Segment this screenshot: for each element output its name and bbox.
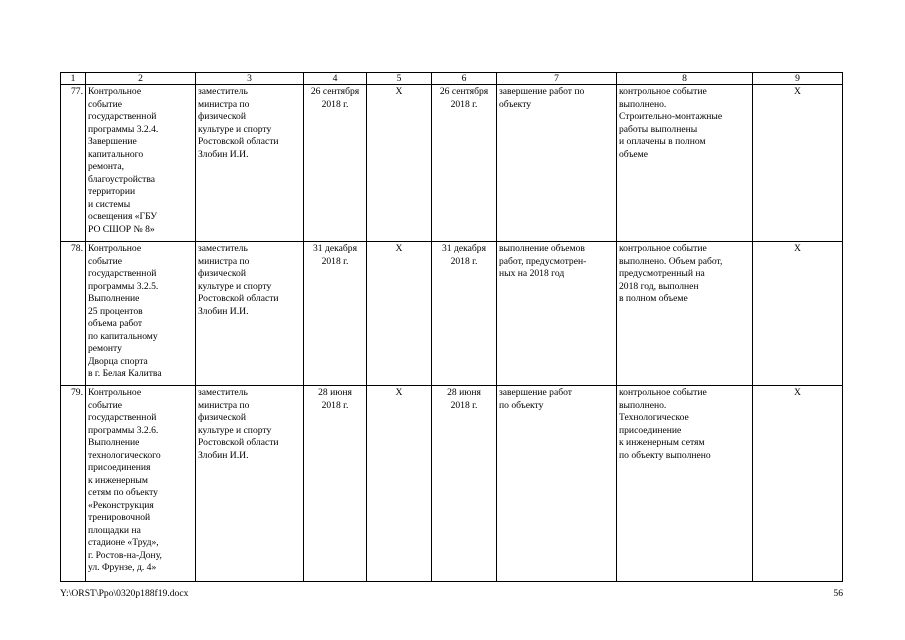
column-header: 6 (432, 73, 497, 85)
fact-date-cell: 31 декабря 2018 г. (432, 242, 497, 386)
row-number: 79. (61, 386, 86, 582)
plan-date-cell: 28 июня 2018 г. (304, 386, 367, 582)
column-header: 4 (304, 73, 367, 85)
planned-result-cell: выполнение объемов работ, предусмотрен- ных на 2018 год (497, 242, 617, 386)
responsible-cell: заместитель министра по физической культуре и спорту Ростовской области Злобин И.И. (196, 242, 304, 386)
table-row (61, 242, 843, 386)
plan-date-cell: 26 сентября 2018 г. (304, 85, 367, 242)
table-row (61, 386, 843, 582)
fact-date-cell: 28 июня 2018 г. (432, 386, 497, 582)
page-number: 56 (833, 588, 843, 599)
event-cell: Контрольное событие государственной программы 3.2.6. Выполнение технологического присоединения к инженерным сетям по объекту «Реконструкция тренировочной площадки на стадионе «Труд», г. Ростов-на-Дону, ул. Фрунзе, д. 4» (86, 386, 196, 582)
column-number-row (61, 73, 843, 85)
column-header: 7 (497, 73, 617, 85)
responsible-cell: заместитель министра по физической культуре и спорту Ростовской области Злобин И.И. (196, 85, 304, 242)
actual-result-cell: контрольное событие выполнено. Строительно-монтажные работы выполнены и оплачены в полном объеме (617, 85, 753, 242)
row-number: 77. (61, 85, 86, 242)
file-path: Y:\ORST\Ppo\0320p188f19.docx (60, 588, 189, 599)
column-header: 3 (196, 73, 304, 85)
col5-cell: Х (367, 85, 432, 242)
event-cell: Контрольное событие государственной программы 3.2.4. Завершение капитального ремонта, благоустройства территории и системы освещения «ГБУ РО СШОР № 8» (86, 85, 196, 242)
col9-cell: Х (753, 242, 843, 386)
fact-date-cell: 26 сентября 2018 г. (432, 85, 497, 242)
plan-date-cell: 31 декабря 2018 г. (304, 242, 367, 386)
col9-cell: Х (753, 386, 843, 582)
row-number: 78. (61, 242, 86, 386)
planned-result-cell: завершение работ по объекту (497, 386, 617, 582)
column-header: 9 (753, 73, 843, 85)
col9-cell: Х (753, 85, 843, 242)
column-header: 1 (61, 73, 86, 85)
col5-cell: Х (367, 242, 432, 386)
responsible-cell: заместитель министра по физической культуре и спорту Ростовской области Злобин И.И. (196, 386, 304, 582)
planned-result-cell: завершение работ по объекту (497, 85, 617, 242)
actual-result-cell: контрольное событие выполнено. Объем работ, предусмотренный на 2018 год, выполнен в полном объеме (617, 242, 753, 386)
report-table (60, 72, 843, 582)
table-row (61, 85, 843, 242)
column-header: 2 (86, 73, 196, 85)
column-header: 8 (617, 73, 753, 85)
col5-cell: Х (367, 386, 432, 582)
column-header: 5 (367, 73, 432, 85)
actual-result-cell: контрольное событие выполнено. Технологическое присоединение к инженерным сетям по объекту выполнено (617, 386, 753, 582)
event-cell: Контрольное событие государственной программы 3.2.5. Выполнение 25 процентов объема работ по капитальному ремонту Дворца спорта в г. Белая Калитва (86, 242, 196, 386)
